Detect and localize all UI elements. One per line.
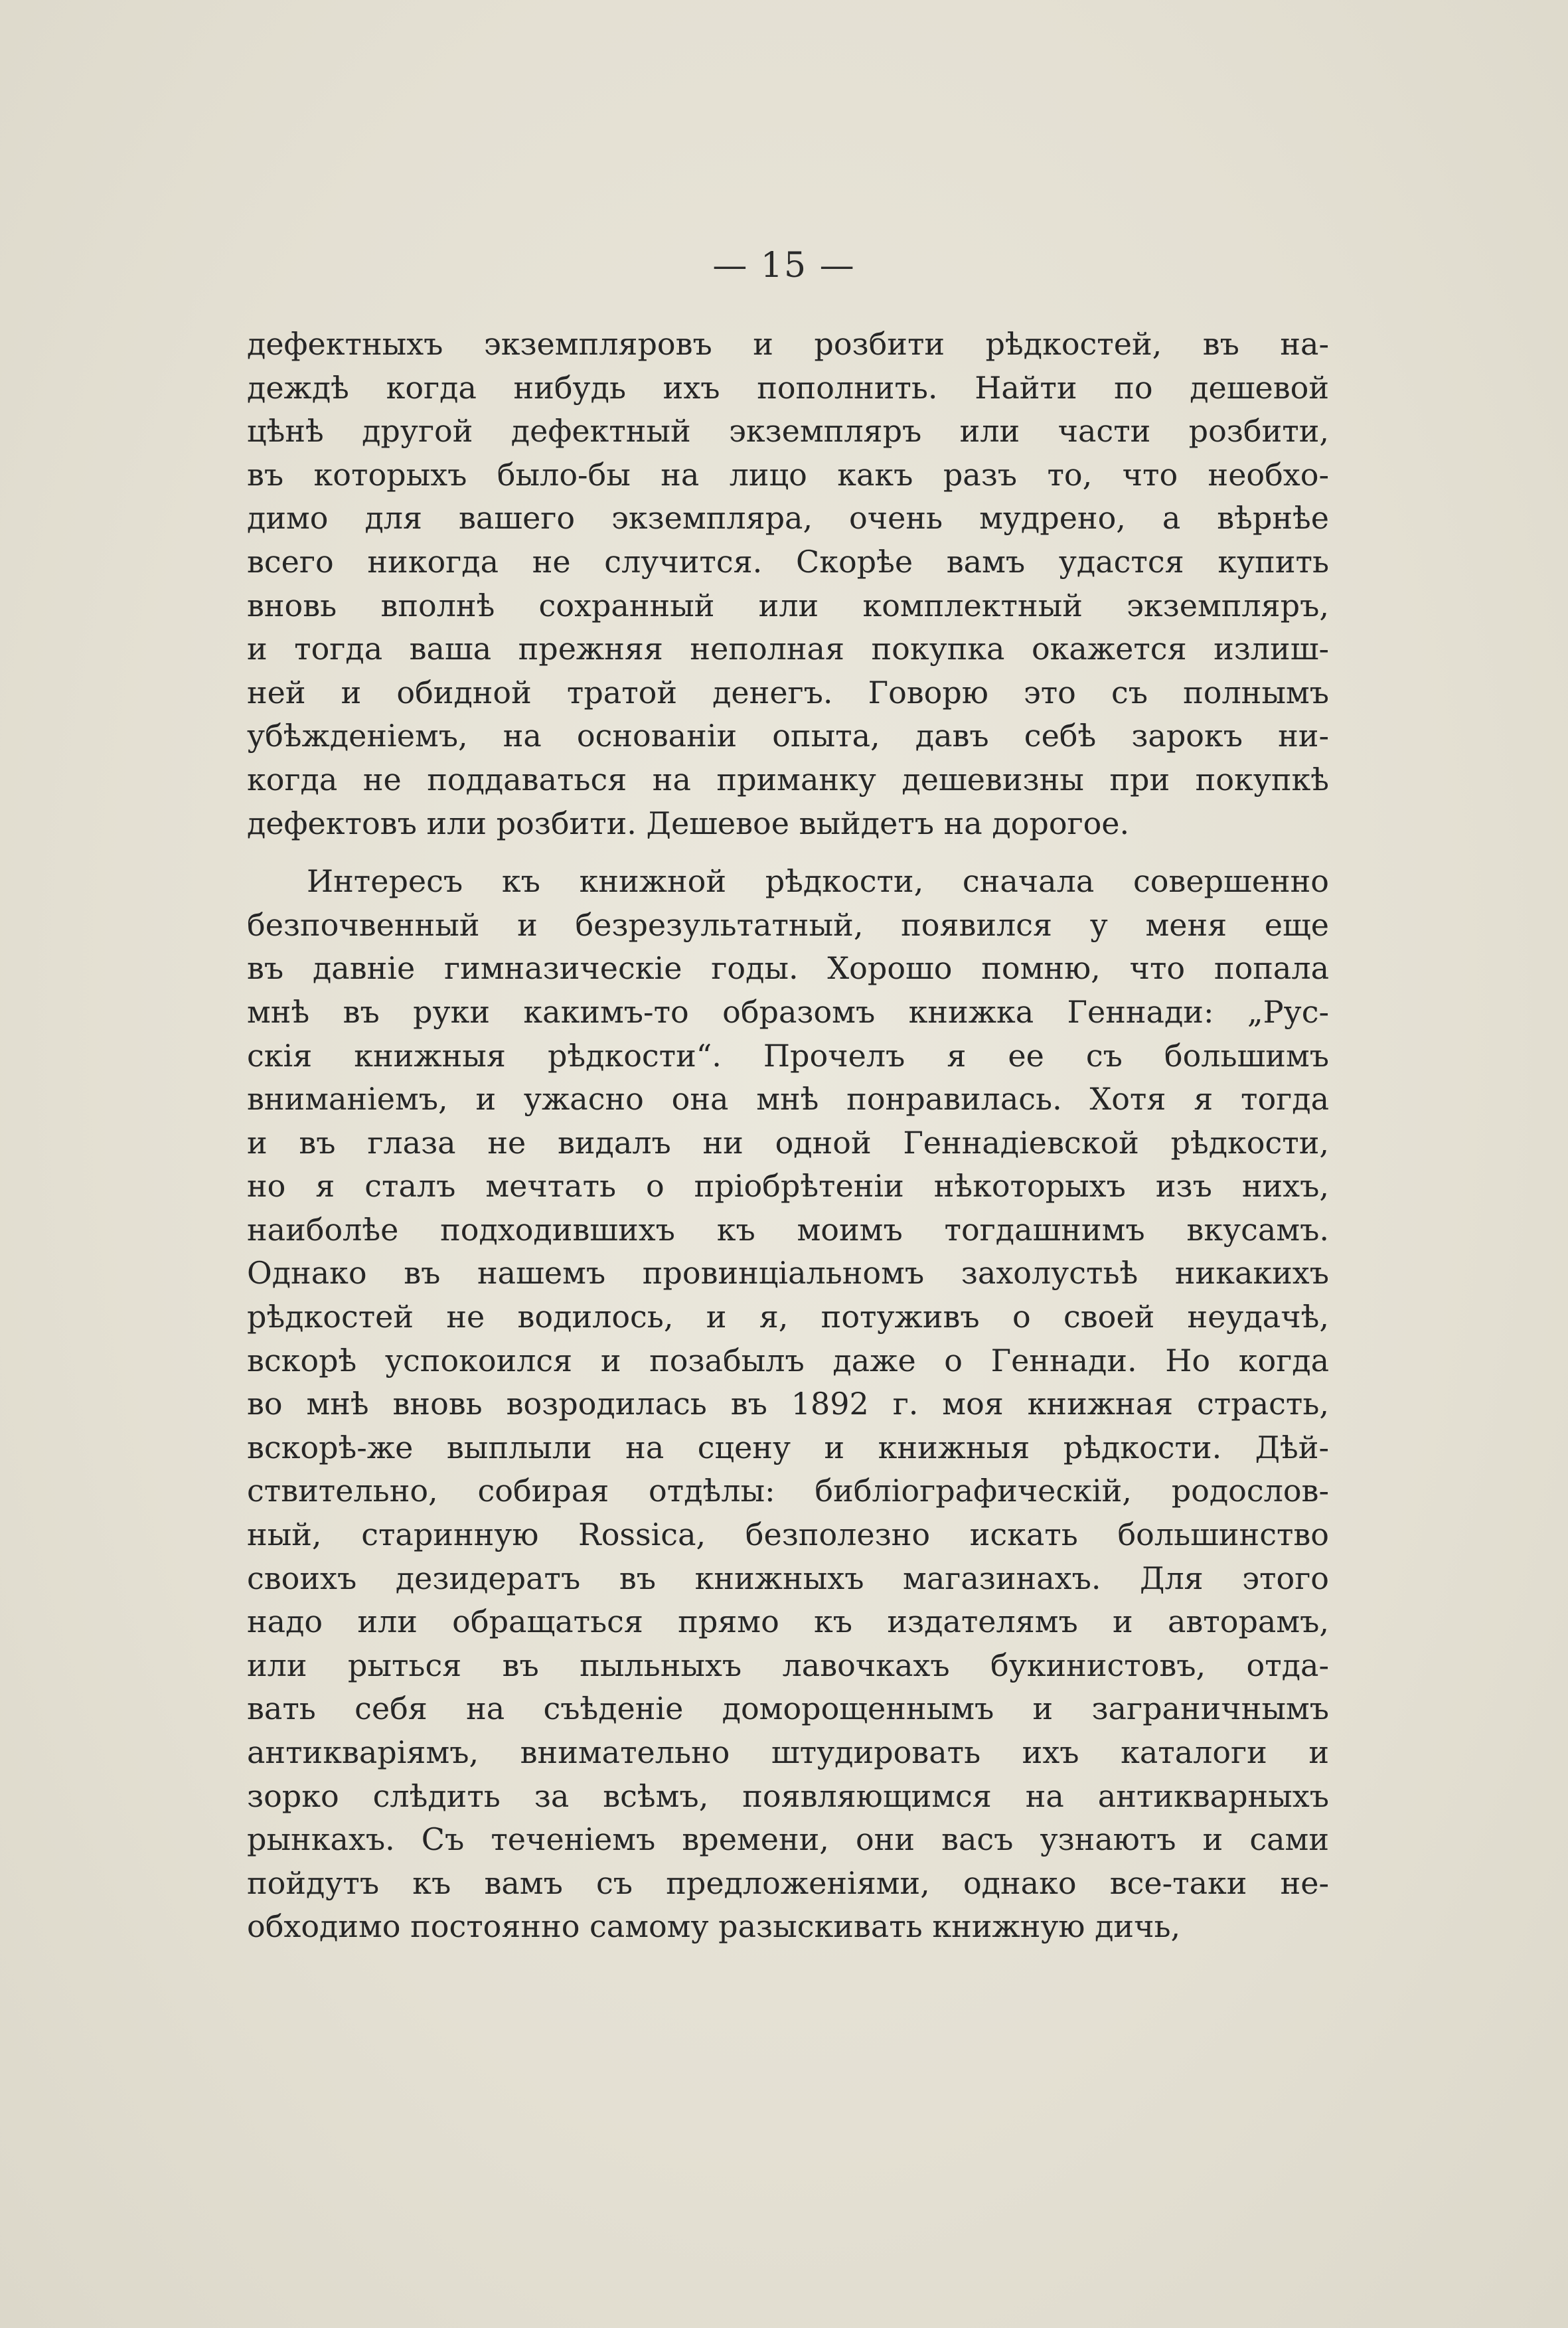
text-line: наиболѣе подходившихъ къ моимъ тогдашнимъ вкусамъ. [247, 1211, 1329, 1248]
text-line: но я сталъ мечтать о пріобрѣтеніи нѣкоторыхъ изъ нихъ, [247, 1168, 1329, 1205]
text-line: ствительно, собирая отдѣлы: библіографическій, родослов- [247, 1473, 1329, 1509]
paragraph [247, 323, 1329, 845]
text-line: рынкахъ. Съ теченіемъ времени, они васъ узнаютъ и сами [247, 1821, 1329, 1858]
text-line: ней и обидной тратой денегъ. Говорю это съ полнымъ [247, 674, 1329, 710]
text-line: въ давніе гимназическіе годы. Хорошо помню, что попала [247, 950, 1329, 987]
text-line: всего никогда не случится. Скорѣе вамъ удастся купить [247, 543, 1329, 580]
text-line: и въ глаза не видалъ ни одной Геннадіевской рѣдкости, [247, 1124, 1329, 1161]
text-line: безпочвенный и безрезультатный, появился у меня еще [247, 906, 1329, 943]
text-line: пойдутъ къ вамъ съ предложеніями, однако все-таки не- [247, 1865, 1329, 1901]
body-text [247, 323, 1329, 1949]
text-line: дефектовъ или розбити. Дешевое выйдетъ на дорогое. [247, 805, 1130, 841]
text-line: Однако въ нашемъ провинціальномъ захолустьѣ никакихъ [247, 1255, 1329, 1291]
text-line: вновь вполнѣ сохранный или комплектный экземпляръ, [247, 587, 1329, 624]
text-line: вскорѣ успокоился и позабылъ даже о Геннади. Но когда [247, 1342, 1329, 1378]
text-line: обходимо постоянно самому разыскивать книжную дичь, [247, 1908, 1181, 1945]
paragraph [247, 860, 1329, 1949]
text-line: своихъ дезидератъ въ книжныхъ магазинахъ. Для этого [247, 1560, 1329, 1596]
page-number: — 15 — [712, 246, 856, 286]
text-line: скія книжныя рѣдкости“. Прочелъ я ее съ большимъ [247, 1037, 1329, 1074]
text-line: дефектныхъ экземпляровъ и розбити рѣдкостей, въ на- [247, 326, 1329, 362]
text-line: мнѣ въ руки какимъ-то образомъ книжка Геннади: „Рус- [247, 993, 1329, 1030]
text-line: деждѣ когда нибудь ихъ пополнить. Найти по дешевой [247, 369, 1329, 406]
text-line: Интересъ къ книжной рѣдкости, сначала совершенно [307, 863, 1329, 900]
text-line: надо или обращаться прямо къ издателямъ и авторамъ, [247, 1604, 1329, 1640]
text-line: рѣдкостей не водилось, и я, потуживъ о своей неудачѣ, [247, 1299, 1329, 1335]
text-line: въ которыхъ было-бы на лицо какъ разъ то, что необхо- [247, 456, 1329, 493]
text-line: ный, старинную Rossica, безполезно искать большинство [247, 1517, 1329, 1553]
text-line: антикваріямъ, внимательно штудировать ихъ каталоги и [247, 1734, 1329, 1770]
paragraph-gap [247, 845, 1329, 860]
text-line: вниманіемъ, и ужасно она мнѣ понравилась. Хотя я тогда [247, 1081, 1329, 1118]
text-line: или рыться въ пыльныхъ лавочкахъ букинистовъ, отда- [247, 1647, 1329, 1683]
text-line: зорко слѣдить за всѣмъ, появляющимся на антикварныхъ [247, 1778, 1329, 1814]
text-line: когда не поддаваться на приманку дешевизны при покупкѣ [247, 761, 1329, 797]
text-line: цѣнѣ другой дефектный экземпляръ или части розбити, [247, 413, 1329, 450]
text-line: вать себя на съѣденіе доморощеннымъ и заграничнымъ [247, 1691, 1329, 1727]
text-line: убѣжденіемъ, на основаніи опыта, давъ себѣ зарокъ ни- [247, 718, 1329, 754]
text-line: во мнѣ вновь возродилась въ 1892 г. моя книжная страсть, [247, 1386, 1329, 1422]
text-line: димо для вашего экземпляра, очень мудрено, а вѣрнѣе [247, 500, 1329, 537]
text-line: вскорѣ-же выплыли на сцену и книжныя рѣдкости. Дѣй- [247, 1429, 1329, 1465]
text-line: и тогда ваша прежняя неполная покупка окажется излиш- [247, 631, 1329, 667]
